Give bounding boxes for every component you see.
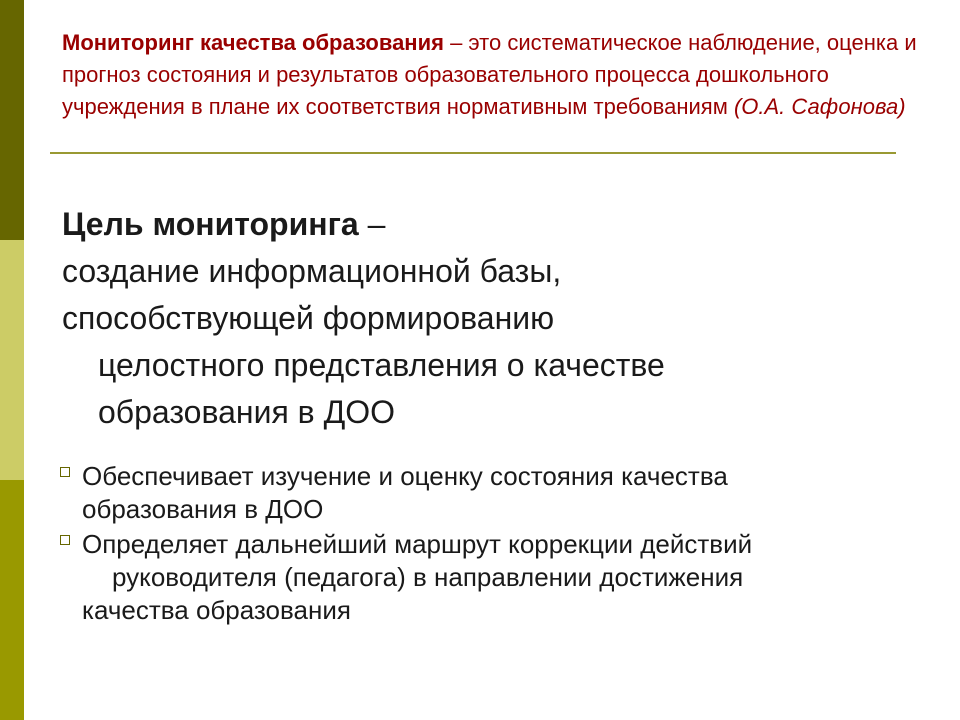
bullet-1-line-1: Обеспечивает изучение и оценку состояния качества xyxy=(82,461,728,491)
definition-paragraph xyxy=(62,27,922,123)
goal-line-3: целостного представления о качестве xyxy=(98,347,665,383)
goal-line-1: создание информационной базы, xyxy=(62,253,562,289)
sidebar-band-dark xyxy=(0,0,24,240)
goal-dash: – xyxy=(358,206,386,242)
goal-block xyxy=(62,201,942,436)
bullet-2-line-3: качества образования xyxy=(82,595,351,625)
bullet-2-line-2: руководителя (педагога) в направлении достижения xyxy=(112,562,744,592)
goal-line-2: способствующей формированию xyxy=(62,300,555,336)
list-item xyxy=(60,460,940,526)
sidebar-band-light xyxy=(0,240,24,480)
decorative-sidebar xyxy=(0,0,24,720)
sidebar-band-olive xyxy=(0,480,24,720)
goal-title: Цель мониторинга xyxy=(62,206,359,242)
bullet-2-line-1: Определяет дальнейший маршрут коррекции действий xyxy=(82,529,753,559)
hollow-square-icon xyxy=(60,467,70,477)
bullet-1-line-2: образования в ДОО xyxy=(82,494,324,524)
goal-line-4: образования в ДОО xyxy=(98,394,396,430)
definition-citation: (О.А. Сафонова) xyxy=(733,94,906,119)
list-item xyxy=(60,528,940,627)
definition-term: Мониторинг качества образования xyxy=(62,30,444,55)
bullet-list xyxy=(60,460,940,629)
hollow-square-icon xyxy=(60,535,70,545)
horizontal-divider xyxy=(50,152,896,154)
definition-text: – это систематическое наблюдение, оценка и прогноз состояния и результатов образовательного процесса дошкольного учреждения в плане их соответствия нормативным требованиям xyxy=(62,30,917,119)
